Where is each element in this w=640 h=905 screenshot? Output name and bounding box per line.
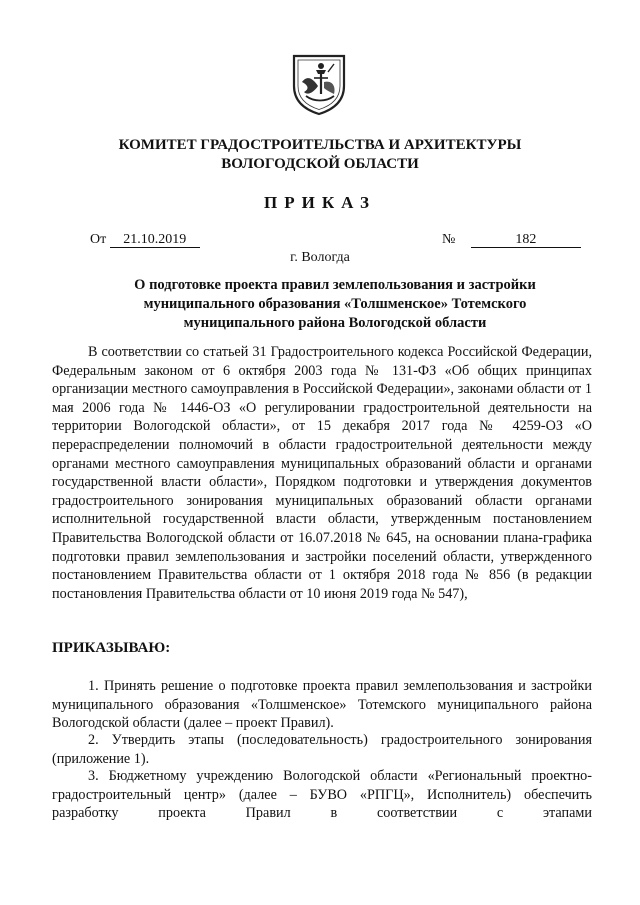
order-item-2: 2. Утвердить этапы (последовательность) градостроительного зонирования (приложение 1).: [52, 732, 592, 767]
preamble-paragraph: В соответствии со статьей 31 Градостроительного кодекса Российской Федерации, Федеральным законом от 6 октября 2003 года № 131-ФЗ «Об общих принципах организации местного самоуправления в Российской Федерации», законами области от 1 мая 2006 года № 1446-ОЗ «О регулировании градостроительной деятельности на территории Вологодской области», от 15 декабря 2017 года № 4259-ОЗ «О перераспределении полномочий в области градостроительной деятельности между органами местного самоуправления муниципальных образований области и органами государственной власти области», Порядком подготовки и утверждения документов градостроительного зонирования муниципальных образований области органами исполнительной государственной власти области, утвержденным постановлением Правительства Вологодской области от 16.07.2018 № 645, на основании плана-графика подготовки правил землепользования и застройки поселений области, утвержденного постановлением Правительства области от 1 октября 2018 года № 856 (в редакции постановления Правительства области от 10 июня 2019 года № 547),: [52, 344, 592, 602]
document-type-title: ПРИКАЗ: [264, 193, 376, 212]
organization-name-line-1: КОМИТЕТ ГРАДОСТРОИТЕЛЬСТВА И АРХИТЕКТУРЫ: [118, 137, 522, 153]
number-value: 182: [471, 233, 581, 248]
subject-line-3: муниципального района Вологодской области: [183, 315, 487, 331]
document-date: [90, 232, 200, 248]
coat-of-arms-emblem: [288, 52, 350, 116]
document-number: [442, 232, 581, 248]
organization-name-line-2: ВОЛОГОДСКОЙ ОБЛАСТИ: [221, 156, 419, 172]
date-value: 21.10.2019: [110, 233, 200, 248]
subject-line-2: муниципального образования «Толшменское» Тотемского: [143, 296, 527, 312]
order-item-1: 1. Принять решение о подготовке проекта правил землепользования и застройки муниципального образования «Толшменское» Тотемского муниципального района Вологодской области (далее – проект Правил).: [52, 678, 592, 732]
order-heading: ПРИКАЗЫВАЮ:: [52, 640, 171, 656]
document-city: г. Вологда: [290, 250, 350, 265]
order-item-3: 3. Бюджетному учреждению Вологодской области «Региональный проектно-градостроительный центр» (далее – БУВО «РПГЦ», Исполнитель) обеспечить разработку проекта Правил в соответствии с этапами: [52, 768, 592, 822]
date-prefix: От: [90, 232, 107, 247]
subject-line-1: О подготовке проекта правил землепользования и застройки: [134, 277, 536, 293]
number-prefix: №: [442, 232, 456, 247]
